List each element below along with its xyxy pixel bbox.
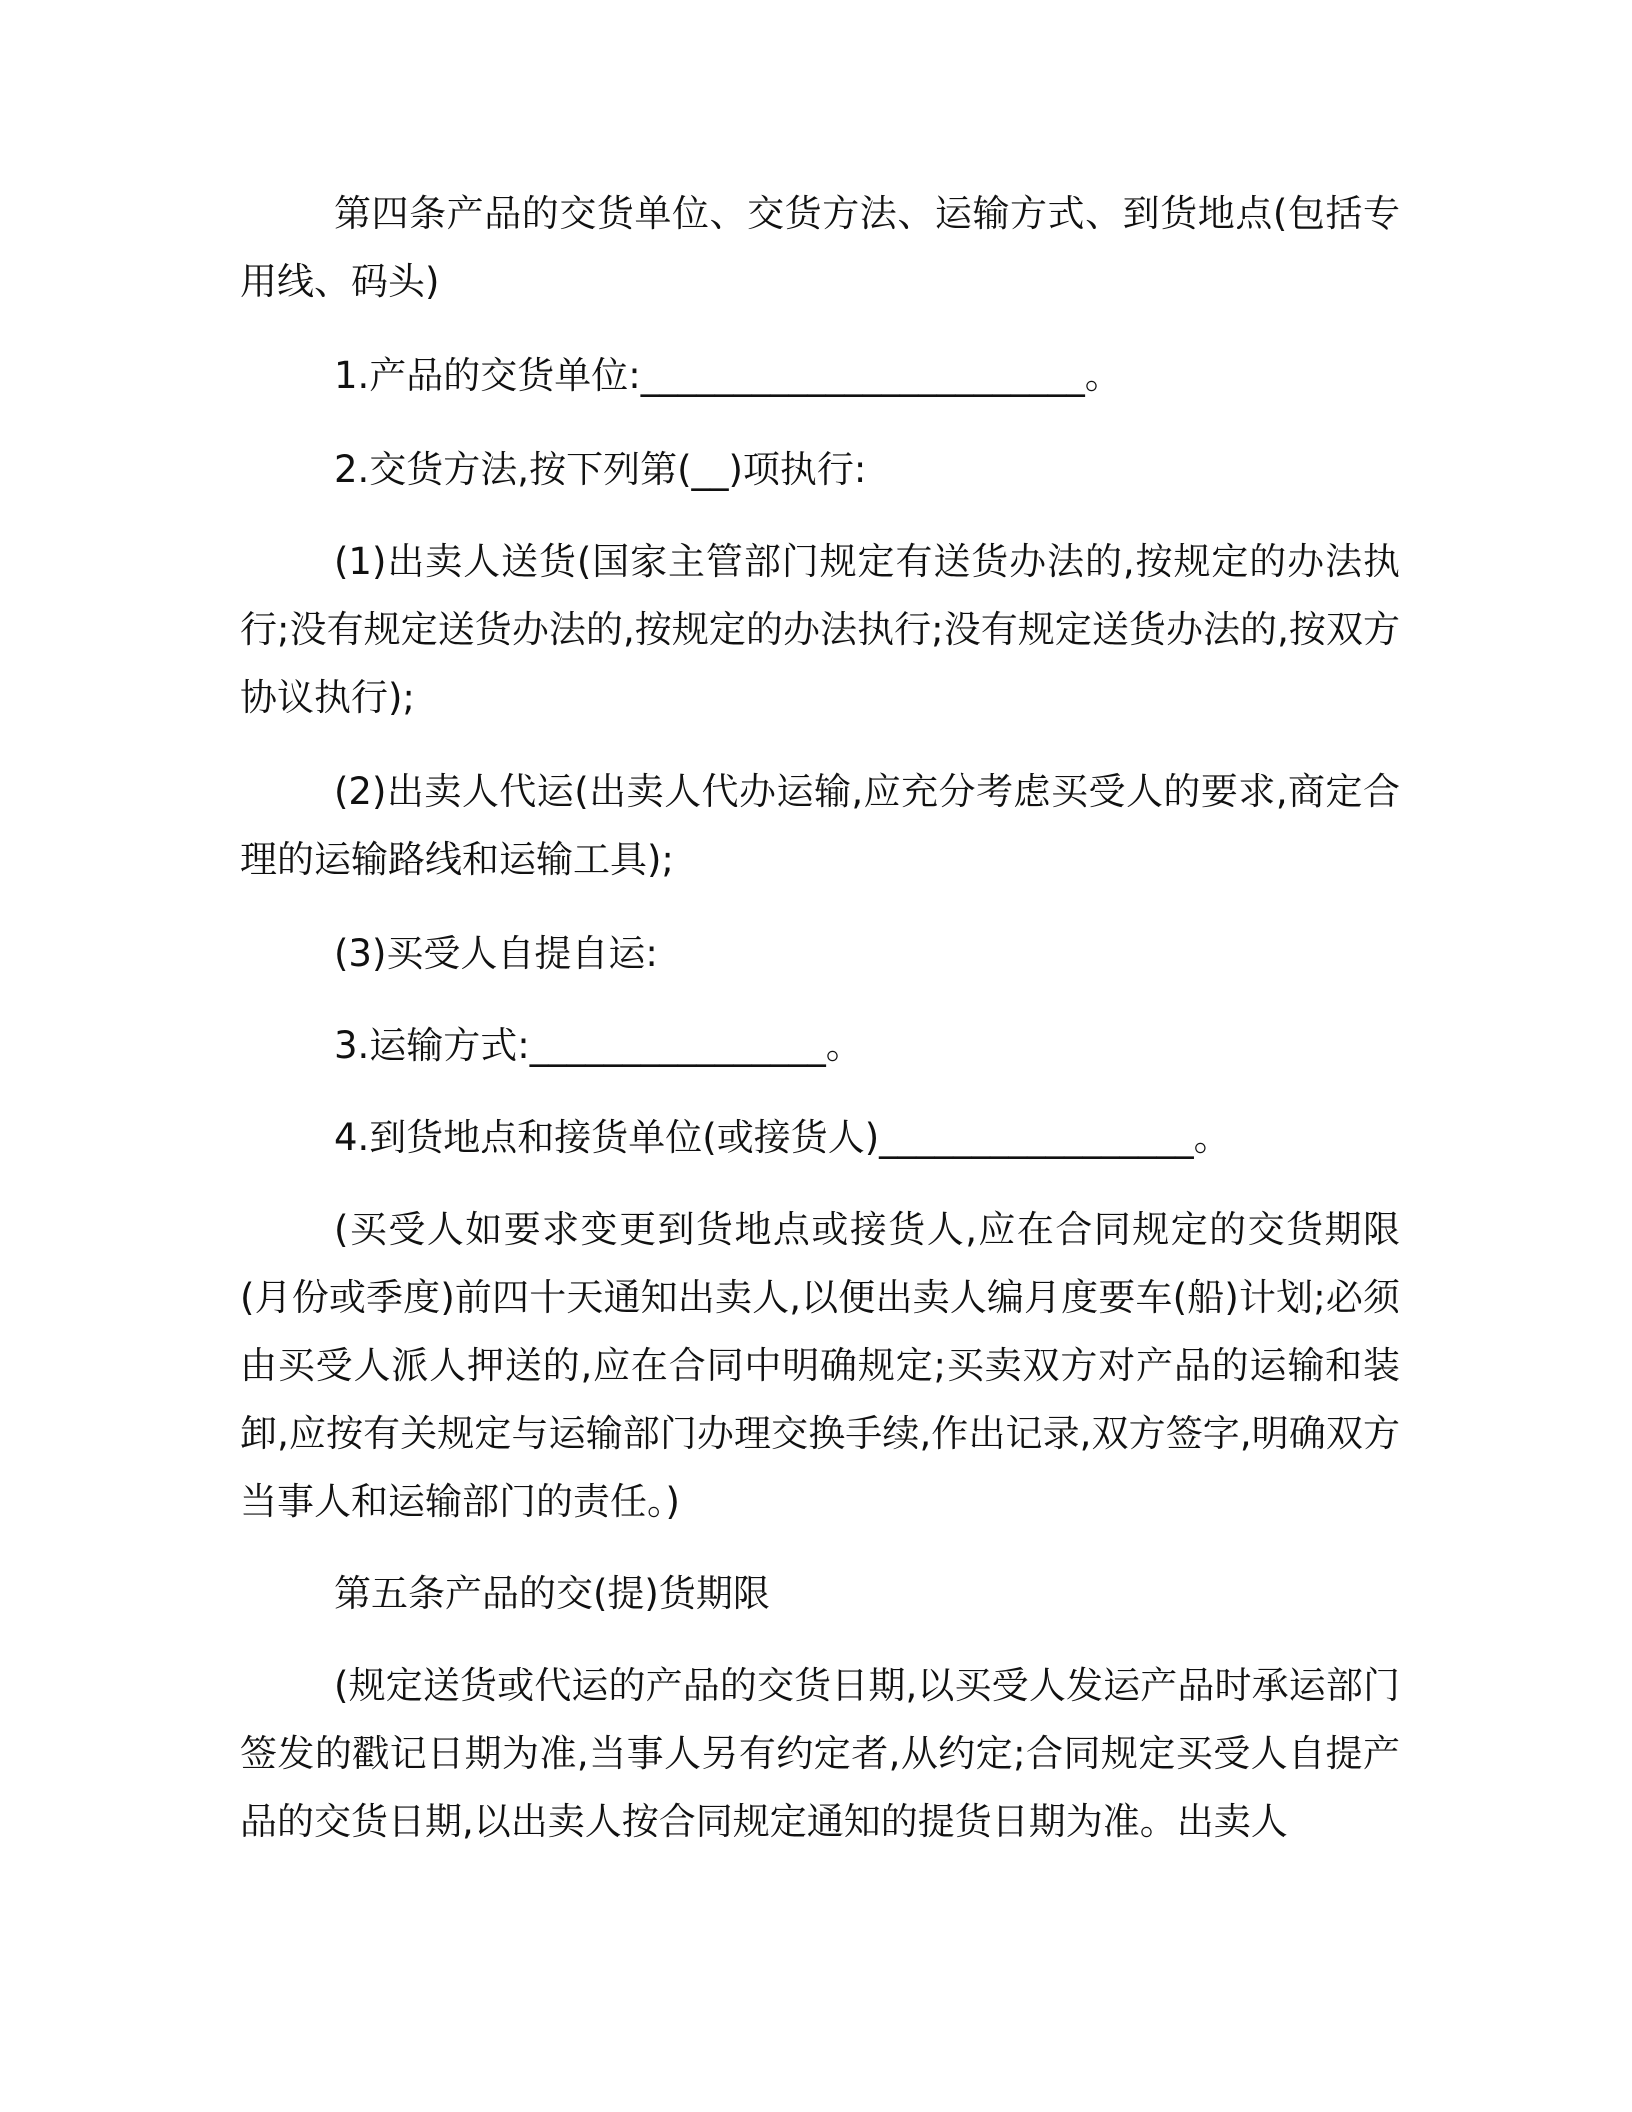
delivery-method-line: 2.交货方法,按下列第(__)项执行: <box>334 448 867 491</box>
delivery-date-note: (规定送货或代运的产品的交货日期,以买受人发运产品时承运部门签发的戳记日期为准,当事人另有约定者,从约定;合同规定买受人自提产品的交货日期,以出卖人按合同规定通知的提货日期为准。出卖人 <box>240 1664 1400 1843</box>
option-3-buyer-pickup: (3)买受人自提自运: <box>334 932 658 975</box>
destination-line: 4.到货地点和接货单位(或接货人)_________________。 <box>334 1116 1231 1159</box>
option-2-seller-transport: (2)出卖人代运(出卖人代办运输,应充分考虑买受人的要求,商定合理的运输路线和运输工具); <box>240 770 1400 881</box>
option-1-seller-delivery: (1)出卖人送货(国家主管部门规定有送货办法的,按规定的办法执行;没有规定送货办法的,按规定的办法执行;没有规定送货办法的,按双方协议执行); <box>240 540 1400 719</box>
article-5-heading: 第五条产品的交(提)货期限 <box>334 1572 770 1615</box>
article-4-heading: 第四条产品的交货单位、交货方法、运输方式、到货地点(包括专用线、码头) <box>240 192 1400 303</box>
delivery-unit-line: 1.产品的交货单位:________________________。 <box>334 354 1122 397</box>
document-page <box>240 0 1400 2112</box>
transport-mode-line: 3.运输方式:________________。 <box>334 1024 863 1067</box>
change-destination-note: (买受人如要求变更到货地点或接货人,应在合同规定的交货期限(月份或季度)前四十天通知出卖人,以便出卖人编月度要车(船)计划;必须由买受人派人押送的,应在合同中明确规定;买卖双方对产品的运输和装卸,应按有关规定与运输部门办理交换手续,作出记录,双方签字,明确双方当事人和运输部门的责任。) <box>240 1208 1400 1523</box>
